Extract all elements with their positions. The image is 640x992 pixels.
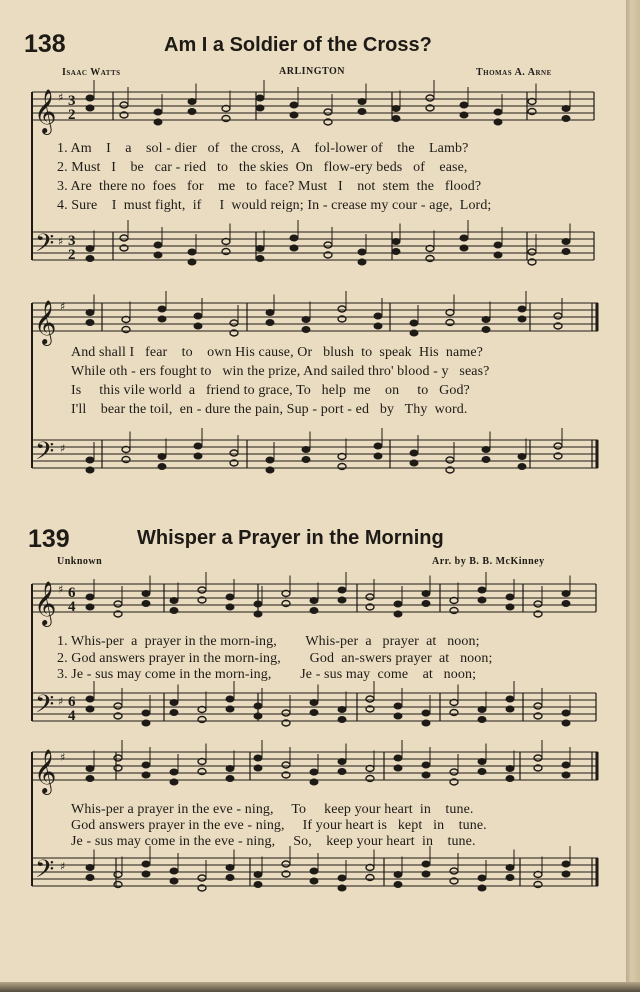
verse-line: God answers prayer in the eve - ning, If your heart is kept in tune. <box>71 818 487 833</box>
svg-text:♯: ♯ <box>58 695 64 708</box>
notehead <box>226 706 234 712</box>
notehead <box>114 601 122 607</box>
notehead <box>482 327 490 333</box>
notehead <box>394 882 402 888</box>
notehead <box>230 450 238 456</box>
notehead <box>482 317 490 323</box>
notehead <box>310 598 318 604</box>
notehead <box>338 717 346 723</box>
notehead <box>86 865 94 871</box>
notehead <box>394 611 402 617</box>
notehead <box>506 776 514 782</box>
notehead <box>446 457 454 463</box>
notehead <box>450 769 458 775</box>
svg-text:6: 6 <box>68 694 76 710</box>
notehead <box>518 306 526 312</box>
svg-text:3: 3 <box>68 93 76 109</box>
notehead <box>410 450 418 456</box>
notehead <box>170 608 178 614</box>
notehead <box>478 885 486 891</box>
notehead <box>290 245 298 251</box>
notehead <box>198 769 206 775</box>
notehead <box>302 457 310 463</box>
notehead <box>324 109 332 115</box>
notehead <box>114 755 122 761</box>
notehead <box>282 601 290 607</box>
notehead <box>562 249 570 255</box>
notehead <box>154 109 162 115</box>
notehead <box>86 95 94 101</box>
notehead <box>310 608 318 614</box>
notehead <box>394 601 402 607</box>
svg-text:2: 2 <box>68 107 76 123</box>
notehead <box>188 109 196 115</box>
notehead <box>86 604 94 610</box>
notehead <box>494 242 502 248</box>
notehead <box>410 460 418 466</box>
svg-text:2: 2 <box>68 247 76 263</box>
notehead <box>226 865 234 871</box>
notehead <box>188 259 196 265</box>
notehead <box>86 776 94 782</box>
notehead <box>562 861 570 867</box>
notehead <box>394 713 402 719</box>
notehead <box>494 252 502 258</box>
notehead <box>142 591 150 597</box>
verse-line: 2. Must I be car - ried to the skies On flow-ery beds of ease, <box>57 160 468 175</box>
notehead <box>254 872 262 878</box>
words-credit: Isaac Watts <box>62 67 121 78</box>
notehead <box>302 447 310 453</box>
notehead <box>366 875 374 881</box>
notehead <box>158 316 166 322</box>
notehead <box>310 710 318 716</box>
notehead <box>494 109 502 115</box>
notehead <box>374 453 382 459</box>
verse-line: 4. Sure I must fight, if I would reign; In - crease my cour - age, Lord; <box>57 198 492 213</box>
notehead <box>170 598 178 604</box>
bottom-shadow <box>0 982 640 992</box>
hymn-title: Am I a Soldier of the Cross? <box>164 34 432 56</box>
notehead <box>482 447 490 453</box>
svg-text:♯: ♯ <box>60 442 66 455</box>
notehead <box>310 779 318 785</box>
notehead <box>358 109 366 115</box>
svg-text:♯: ♯ <box>58 583 64 596</box>
notehead <box>122 457 130 463</box>
notehead <box>478 759 486 765</box>
notehead <box>366 696 374 702</box>
notehead <box>86 875 94 881</box>
notehead <box>114 703 122 709</box>
svg-text:♯: ♯ <box>58 235 64 248</box>
notehead <box>518 464 526 470</box>
notehead <box>142 772 150 778</box>
notehead <box>86 256 94 262</box>
notehead <box>282 710 290 716</box>
notehead <box>478 875 486 881</box>
notehead <box>460 245 468 251</box>
svg-text:𝄢: 𝄢 <box>35 690 55 725</box>
notehead <box>534 601 542 607</box>
notehead <box>482 457 490 463</box>
notehead <box>120 235 128 241</box>
notehead <box>338 597 346 603</box>
notehead <box>562 239 570 245</box>
notehead <box>86 105 94 111</box>
notehead <box>226 594 234 600</box>
verse-line: Is this vile world a friend to grace, To help me on to God? <box>71 383 470 398</box>
notehead <box>86 706 94 712</box>
notehead <box>158 306 166 312</box>
notehead <box>450 868 458 874</box>
notehead <box>534 703 542 709</box>
notehead <box>188 249 196 255</box>
notehead <box>86 246 94 252</box>
notehead <box>86 696 94 702</box>
notehead <box>426 95 434 101</box>
notehead <box>310 700 318 706</box>
svg-text:𝄢: 𝄢 <box>35 437 55 472</box>
hymn-number: 139 <box>28 525 70 553</box>
notehead <box>366 594 374 600</box>
verse-line: While oth - ers fought to win the prize, And sailed thro' blood - y seas? <box>71 364 490 379</box>
verse-line: 1. Am I a sol - dier of the cross, A fol-lower of the Lamb? <box>57 141 469 156</box>
hymn-number: 138 <box>24 30 66 58</box>
notehead <box>338 464 346 470</box>
notehead <box>518 454 526 460</box>
notehead <box>450 710 458 716</box>
notehead <box>122 327 130 333</box>
notehead <box>198 717 206 723</box>
notehead <box>86 457 94 463</box>
notehead <box>142 710 150 716</box>
music-credit: Thomas A. Arne <box>476 67 552 78</box>
notehead <box>226 604 234 610</box>
svg-text:𝄞: 𝄞 <box>34 300 57 344</box>
notehead <box>256 256 264 262</box>
svg-text:3: 3 <box>68 233 76 249</box>
notehead <box>374 443 382 449</box>
words-credit: Unknown <box>57 556 103 567</box>
notehead <box>170 710 178 716</box>
notehead <box>562 710 570 716</box>
svg-text:4: 4 <box>68 708 76 724</box>
notehead <box>222 116 230 122</box>
notehead <box>358 249 366 255</box>
notehead <box>478 707 486 713</box>
notehead <box>254 882 262 888</box>
notehead <box>254 765 262 771</box>
notehead <box>290 235 298 241</box>
svg-text:♯: ♯ <box>58 91 64 104</box>
notehead <box>392 239 400 245</box>
svg-text:𝄞: 𝄞 <box>34 581 57 625</box>
notehead <box>170 769 178 775</box>
notehead <box>506 875 514 881</box>
notehead <box>554 443 562 449</box>
notehead <box>338 587 346 593</box>
svg-text:♯: ♯ <box>60 860 66 873</box>
notehead <box>226 696 234 702</box>
verse-line: 1. Whis-per a prayer in the morn-ing, Whis-per a prayer at noon; <box>57 634 480 649</box>
notehead <box>422 720 430 726</box>
notehead <box>256 105 264 111</box>
notehead <box>460 235 468 241</box>
notehead <box>194 453 202 459</box>
notehead <box>254 755 262 761</box>
notehead <box>158 464 166 470</box>
notehead <box>290 112 298 118</box>
notehead <box>392 249 400 255</box>
verse-line: Whis-per a prayer in the eve - ning, To keep your heart in tune. <box>71 802 474 817</box>
notehead <box>422 710 430 716</box>
notehead <box>358 99 366 105</box>
notehead <box>394 872 402 878</box>
notehead <box>506 865 514 871</box>
notehead <box>394 765 402 771</box>
notehead <box>554 313 562 319</box>
notehead <box>266 467 274 473</box>
notehead <box>170 878 178 884</box>
arranger-credit: Arr. by B. B. McKinney <box>432 556 545 567</box>
svg-text:𝄞: 𝄞 <box>34 749 57 793</box>
notehead <box>154 119 162 125</box>
notehead <box>86 310 94 316</box>
notehead <box>226 875 234 881</box>
notehead <box>170 700 178 706</box>
notehead <box>394 703 402 709</box>
notehead <box>392 116 400 122</box>
notehead <box>478 769 486 775</box>
notehead <box>478 587 486 593</box>
notehead <box>338 875 346 881</box>
notehead <box>86 594 94 600</box>
notehead <box>222 249 230 255</box>
notehead <box>154 242 162 248</box>
notehead <box>266 310 274 316</box>
notehead <box>310 769 318 775</box>
notehead <box>562 720 570 726</box>
svg-text:𝄞: 𝄞 <box>34 89 57 133</box>
notehead <box>194 323 202 329</box>
notehead <box>338 707 346 713</box>
notehead <box>534 882 542 888</box>
notehead <box>114 882 122 888</box>
svg-text:𝄢: 𝄢 <box>35 855 55 890</box>
notehead <box>194 313 202 319</box>
notehead <box>374 323 382 329</box>
staff-treble <box>32 92 594 120</box>
notehead <box>86 766 94 772</box>
notehead <box>562 591 570 597</box>
notehead <box>410 330 418 336</box>
notehead <box>302 317 310 323</box>
notehead <box>366 776 374 782</box>
svg-text:𝄢: 𝄢 <box>35 229 55 264</box>
notehead <box>394 755 402 761</box>
notehead <box>266 320 274 326</box>
notehead <box>226 776 234 782</box>
notehead <box>422 861 430 867</box>
notehead <box>392 106 400 112</box>
notehead <box>410 320 418 326</box>
notehead <box>422 762 430 768</box>
notehead <box>338 306 346 312</box>
verse-line: Je - sus may come in the eve - ning, So, keep your heart in tune. <box>71 834 476 849</box>
notehead <box>506 594 514 600</box>
notehead <box>170 779 178 785</box>
notehead <box>562 116 570 122</box>
staff-bass <box>32 232 594 260</box>
notehead <box>142 720 150 726</box>
notehead <box>338 759 346 765</box>
notehead <box>230 320 238 326</box>
notehead <box>158 454 166 460</box>
notehead <box>142 762 150 768</box>
notehead <box>562 106 570 112</box>
notehead <box>534 755 542 761</box>
notehead <box>256 246 264 252</box>
notehead <box>120 102 128 108</box>
notehead <box>282 762 290 768</box>
notehead <box>254 611 262 617</box>
notehead <box>506 604 514 610</box>
notehead <box>422 871 430 877</box>
notehead <box>338 769 346 775</box>
notehead <box>506 706 514 712</box>
notehead <box>302 327 310 333</box>
notehead <box>506 696 514 702</box>
notehead <box>198 875 206 881</box>
notehead <box>338 885 346 891</box>
notehead <box>256 95 264 101</box>
page-edge <box>626 0 640 992</box>
notehead <box>310 878 318 884</box>
notehead <box>562 601 570 607</box>
notehead <box>478 597 486 603</box>
notehead <box>188 99 196 105</box>
notehead <box>518 316 526 322</box>
notehead <box>460 112 468 118</box>
svg-text:♯: ♯ <box>60 300 66 313</box>
notehead <box>86 320 94 326</box>
svg-text:♯: ♯ <box>60 751 66 764</box>
notehead <box>154 252 162 258</box>
notehead <box>494 119 502 125</box>
notehead <box>194 443 202 449</box>
notehead <box>226 766 234 772</box>
notehead <box>506 766 514 772</box>
notehead <box>254 601 262 607</box>
notehead <box>142 601 150 607</box>
notehead <box>198 587 206 593</box>
notehead <box>142 871 150 877</box>
notehead <box>528 249 536 255</box>
notehead <box>324 242 332 248</box>
notehead <box>170 868 178 874</box>
notehead <box>422 591 430 597</box>
notehead <box>422 772 430 778</box>
notehead <box>450 608 458 614</box>
notehead <box>446 320 454 326</box>
notehead <box>562 871 570 877</box>
hymn-title: Whisper a Prayer in the Morning <box>137 527 444 549</box>
notehead <box>460 102 468 108</box>
notehead <box>374 313 382 319</box>
svg-text:6: 6 <box>68 585 76 601</box>
notehead <box>422 601 430 607</box>
notehead <box>310 868 318 874</box>
verse-line: And shall I fear to own His cause, Or blush to speak His name? <box>71 345 483 360</box>
notehead <box>358 259 366 265</box>
notehead <box>254 713 262 719</box>
svg-text:4: 4 <box>68 599 76 615</box>
notehead <box>562 772 570 778</box>
notehead <box>254 703 262 709</box>
notehead <box>282 861 290 867</box>
tune-name: ARLINGTON <box>279 66 345 77</box>
notehead <box>528 109 536 115</box>
verse-line: I'll bear the toil, en - dure the pain, Sup - port - ed by Thy word. <box>71 402 468 417</box>
notehead <box>562 762 570 768</box>
notehead <box>86 467 94 473</box>
notehead <box>266 457 274 463</box>
verse-line: 2. God answers prayer in the morn-ing, God an-swers prayer at noon; <box>57 651 493 666</box>
notehead <box>290 102 298 108</box>
verse-line: 3. Je - sus may come in the morn-ing, Je - sus may come at noon; <box>57 667 477 682</box>
notehead <box>478 717 486 723</box>
verse-line: 3. Are there no foes for me to face? Must I not stem the flood? <box>57 179 482 194</box>
notehead <box>142 861 150 867</box>
notehead <box>426 256 434 262</box>
